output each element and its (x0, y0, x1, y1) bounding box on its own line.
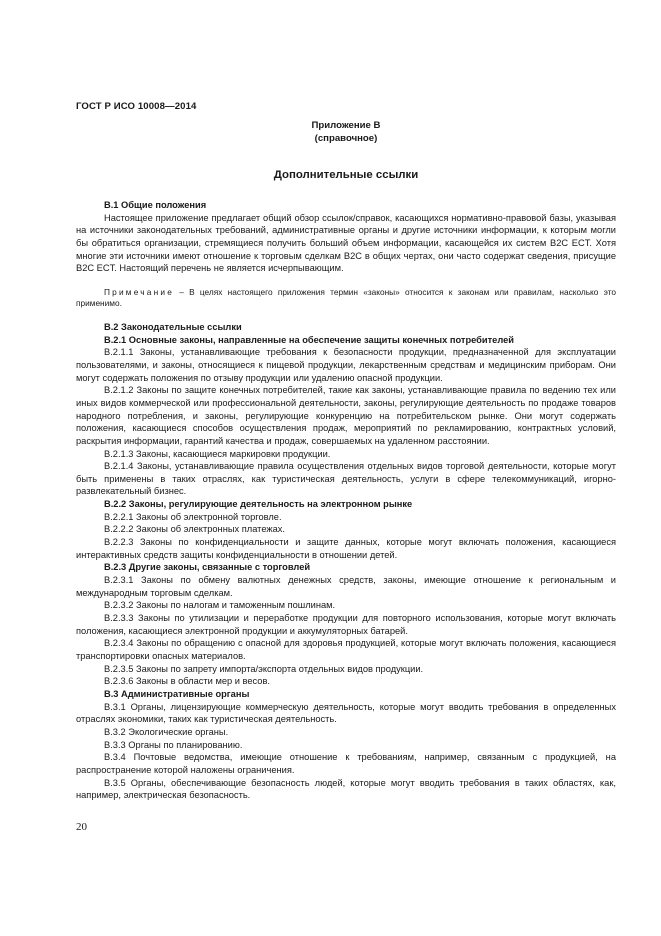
document-code: ГОСТ Р ИСО 10008—2014 (76, 101, 197, 112)
general-section (76, 199, 616, 275)
section-heading: В.2.2 Законы, регулирующие деятельность на электронном рынке (104, 499, 413, 510)
note-text: – В целях настоящего приложения термин «законы» относится к законам или правилам, насколько это применимо. (76, 286, 616, 309)
note (76, 287, 616, 310)
section-heading: В.1 Общие положения (104, 200, 207, 210)
paragraph: В.2.3.3 Законы по утилизации и переработке продукции для повторного использования, которые могут включать положения, касающиеся электронной продукции и аккумуляторных батарей. (76, 613, 616, 636)
page-number: 20 (76, 821, 87, 833)
paragraph: В.2.2.2 Законы об электронных платежах. (104, 524, 286, 535)
paragraph: В.2.3.2 Законы по налогам и таможенным пошлинам. (104, 600, 336, 611)
paragraph: В.2.2.3 Законы по конфиденциальности и защите данных, которые могут включать положения, касающиеся интерактивных средств защиты конфиденциальности в отношении детей. (76, 537, 616, 560)
appendix-subtitle: (справочное) (314, 133, 378, 144)
paragraph: В.2.3.5 Законы по запрету импорта/экспорта отдельных видов продукции. (104, 663, 424, 674)
references-section (76, 321, 616, 802)
appendix-title: Приложение В (311, 120, 381, 131)
paragraph: В.3.1 Органы, лицензирующие коммерческую деятельность, которые могут вводить требования в определенных отраслях экономики, таких как туристическая деятельность. (76, 701, 616, 725)
paragraph: В.2.1.2 Законы по защите конечных потребителей, такие как законы, устанавливающие правила по ведению тех или иных видов коммерческой или профессиональной деятельности, законы, регулирующие деятельность по продаже товаров народного потребления, и законы, регулирующие конкуренцию на потребительском рынке. Они могут содержать положения, касающиеся способов осуществления продаж, мероприятий по рекламированию, контрактных условий, раскрытия информации, гарантий качества и продаж, совершаемых на удаленном расстоянии. (76, 385, 616, 446)
paragraph: В.2.1.1 Законы, устанавливающие требования к безопасности продукции, предназначенной для эксплуатации пользователями, и законы, относящиеся к пищевой продукции, лекарственным средствам и медицинским приборам. Они могут содержать положения по отзыву продукции или удалению опасной продукции. (76, 347, 616, 383)
paragraph: В.2.2.1 Законы об электронной торговле. (104, 511, 282, 522)
paragraph: В.2.3.1 Законы по обмену валютных денежных средств, законы, имеющие отношение к региональным и международным торговым сделкам. (76, 575, 616, 598)
paragraph: В.2.3.6 Законы в области мер и весов. (104, 676, 270, 687)
note-label: Примечание (104, 286, 175, 297)
section-heading: В.2 Законодательные ссылки (104, 321, 242, 332)
paragraph: В.3.4 Почтовые ведомства, имеющие отношение к требованиям, например, связанным с продукцией, на распространение которой наложены ограничения. (76, 752, 616, 775)
paragraph: В.2.3.4 Законы по обращению с опасной для здоровья продукцией, которые могут включать положения, касающиеся транспортировки опасных материалов. (76, 638, 616, 661)
section-heading: В.2.1 Основные законы, направленные на обеспечение защиты конечных потребителей (104, 334, 515, 345)
section-heading: В.2.3 Другие законы, связанные с торговлей (104, 562, 311, 573)
document-body (76, 199, 616, 802)
paragraph: В.2.1.3 Законы, касающиеся маркировки продукции. (104, 448, 331, 459)
paragraph: Настоящее приложение предлагает общий обзор ссылок/справок, касающихся нормативно-правовой базы, указывая на источники законодательных требований, административные органы и другие источники информации, к которым могли бы обратиться организации, стремящиеся получить больший объем информации, касающейся их систем B2C ECT. Хотя многие эти источники имеют отношение к торговым сделкам B2C в общих чертах, они часто содержат сведения, присущие B2C ECT. Настоящий перечень не является исчерпывающим. (76, 212, 616, 274)
paragraph: В.3.5 Органы, обеспечивающие безопасность людей, которые могут вводить требования в таких областях, как, например, электрическая безопасность. (76, 777, 616, 801)
appendix-heading (230, 119, 462, 145)
page-title: Дополнительные ссылки (273, 169, 419, 181)
paragraph: В.3.2 Экологические органы. (104, 726, 229, 737)
paragraph: В.2.1.4 Законы, устанавливающие правила осуществления отдельных видов торговой деятельности, которые могут быть применены в таких отраслях, как туристическая деятельность, услуги в сфере телекоммуникаций, игорно-развлекательный бизнес. (76, 461, 616, 497)
paragraph: В.3.3 Органы по планированию. (104, 739, 243, 750)
section-heading: В.3 Административные органы (104, 688, 250, 699)
